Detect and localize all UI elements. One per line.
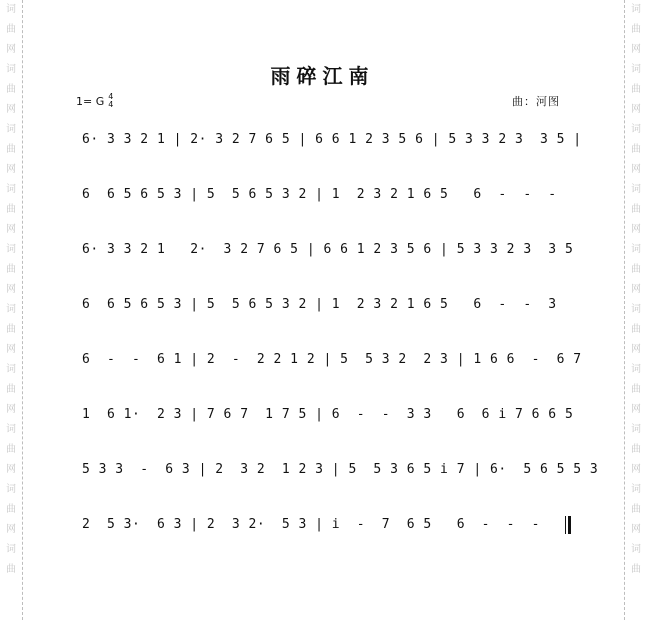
watermark-char: 曲 (631, 204, 641, 215)
watermark-char: 词 (631, 364, 641, 375)
watermark-char: 网 (6, 524, 16, 535)
watermark-group (628, 480, 644, 540)
watermark-char: 曲 (6, 324, 16, 335)
watermark-char: 词 (6, 244, 16, 255)
score-notes: 6· 3 3 2 1 2· 3 2 7 6 5 | 6 6 1 2 3 5 6 | 5 3 3 2 3 3 5 (82, 242, 574, 257)
watermark-group (3, 360, 19, 420)
watermark-char: 曲 (631, 324, 641, 335)
watermark-char: 曲 (6, 24, 16, 35)
watermark-char: 词 (631, 424, 641, 435)
watermark-char: 词 (631, 544, 641, 555)
meter-top: 4 (108, 92, 114, 101)
score-row (82, 513, 572, 543)
watermark-char: 曲 (631, 24, 641, 35)
score-notes: 2 5 3· 6 3 | 2 3 2· 5 3 | i - 7 6 5 6 - - - (82, 517, 540, 532)
left-watermark-column (3, 0, 19, 600)
right-watermark-column (628, 0, 644, 600)
score-notes: 5 3 3 - 6 3 | 2 3 2 1 2 3 | 5 5 3 6 5 i 7 | 6· 5 6 5 5 3 (82, 462, 599, 477)
score-row (82, 238, 572, 268)
watermark-char: 曲 (6, 144, 16, 155)
watermark-group (3, 240, 19, 300)
watermark-group (628, 300, 644, 360)
final-barline-thin (565, 516, 566, 534)
watermark-char: 词 (631, 4, 641, 15)
watermark-char: 词 (6, 64, 16, 75)
watermark-char: 曲 (631, 564, 641, 575)
left-page-border (22, 0, 23, 620)
score-notes: 6 6 5 6 5 3 | 5 5 6 5 3 2 | 1 2 3 2 1 6 5 6 - - - (82, 187, 557, 202)
watermark-group (3, 480, 19, 540)
watermark-group (3, 420, 19, 480)
score-notes: 6· 3 3 2 1 | 2· 3 2 7 6 5 | 6 6 1 2 3 5 6 | 5 3 3 2 3 3 5 | (82, 132, 582, 147)
watermark-char: 网 (631, 344, 641, 355)
watermark-char: 词 (631, 484, 641, 495)
watermark-group (628, 360, 644, 420)
watermark-char: 词 (6, 364, 16, 375)
watermark-group (3, 120, 19, 180)
watermark-group (3, 540, 19, 600)
watermark-char: 网 (6, 404, 16, 415)
watermark-char: 词 (631, 64, 641, 75)
watermark-group (628, 420, 644, 480)
watermark-char: 词 (6, 304, 16, 315)
watermark-char: 网 (6, 344, 16, 355)
watermark-char: 词 (631, 304, 641, 315)
composer-credit: 曲：河图 (512, 95, 560, 108)
watermark-char: 曲 (631, 144, 641, 155)
watermark-char: 网 (6, 284, 16, 295)
watermark-char: 曲 (6, 444, 16, 455)
watermark-char: 词 (631, 184, 641, 195)
watermark-char: 曲 (631, 504, 641, 515)
watermark-char: 曲 (6, 504, 16, 515)
watermark-char: 曲 (6, 384, 16, 395)
watermark-group (3, 0, 19, 60)
watermark-group (3, 300, 19, 360)
watermark-char: 网 (631, 284, 641, 295)
watermark-char: 词 (6, 484, 16, 495)
watermark-group (628, 540, 644, 600)
watermark-char: 网 (6, 164, 16, 175)
watermark-char: 词 (6, 4, 16, 15)
watermark-char: 网 (631, 464, 641, 475)
score-row (82, 183, 572, 213)
time-signature (108, 93, 113, 109)
watermark-char: 网 (6, 224, 16, 235)
watermark-char: 曲 (6, 264, 16, 275)
final-barline-thick (568, 516, 571, 534)
watermark-group (628, 240, 644, 300)
watermark-group (628, 120, 644, 180)
score-row (82, 458, 599, 488)
watermark-char: 网 (631, 524, 641, 535)
watermark-char: 曲 (631, 444, 641, 455)
score-notes: 1 6 1· 2 3 | 7 6 7 1 7 5 | 6 - - 3 3 6 6 i 7 6 6 5 (82, 407, 574, 422)
watermark-char: 曲 (6, 84, 16, 95)
watermark-char: 网 (6, 464, 16, 475)
key-label: 1= G (76, 94, 105, 108)
score-row (82, 348, 582, 378)
watermark-char: 词 (6, 184, 16, 195)
watermark-char: 曲 (6, 564, 16, 575)
right-page-border (624, 0, 625, 620)
watermark-char: 网 (631, 104, 641, 115)
watermark-char: 曲 (631, 84, 641, 95)
score-row (82, 128, 582, 158)
watermark-char: 曲 (631, 264, 641, 275)
watermark-char: 曲 (6, 204, 16, 215)
watermark-group (628, 180, 644, 240)
watermark-char: 网 (6, 44, 16, 55)
watermark-group (3, 180, 19, 240)
watermark-char: 词 (631, 124, 641, 135)
meter-bottom: 4 (108, 100, 114, 109)
score-row (82, 403, 572, 433)
watermark-char: 词 (6, 424, 16, 435)
watermark-char: 词 (631, 244, 641, 255)
watermark-char: 词 (6, 124, 16, 135)
watermark-char: 网 (631, 44, 641, 55)
watermark-char: 网 (631, 404, 641, 415)
key-signature (76, 93, 113, 109)
score-notes: 6 - - 6 1 | 2 - 2 2 1 2 | 5 5 3 2 2 3 | 1 6 6 - 6 7 (82, 352, 582, 367)
score-row (82, 293, 572, 323)
watermark-char: 词 (6, 544, 16, 555)
watermark-group (628, 0, 644, 60)
watermark-char: 网 (631, 164, 641, 175)
watermark-char: 网 (631, 224, 641, 235)
score-notes: 6 6 5 6 5 3 | 5 5 6 5 3 2 | 1 2 3 2 1 6 5 6 - - 3 (82, 297, 557, 312)
watermark-char: 网 (6, 104, 16, 115)
watermark-char: 曲 (631, 384, 641, 395)
song-title: 雨碎江南 (270, 64, 375, 88)
